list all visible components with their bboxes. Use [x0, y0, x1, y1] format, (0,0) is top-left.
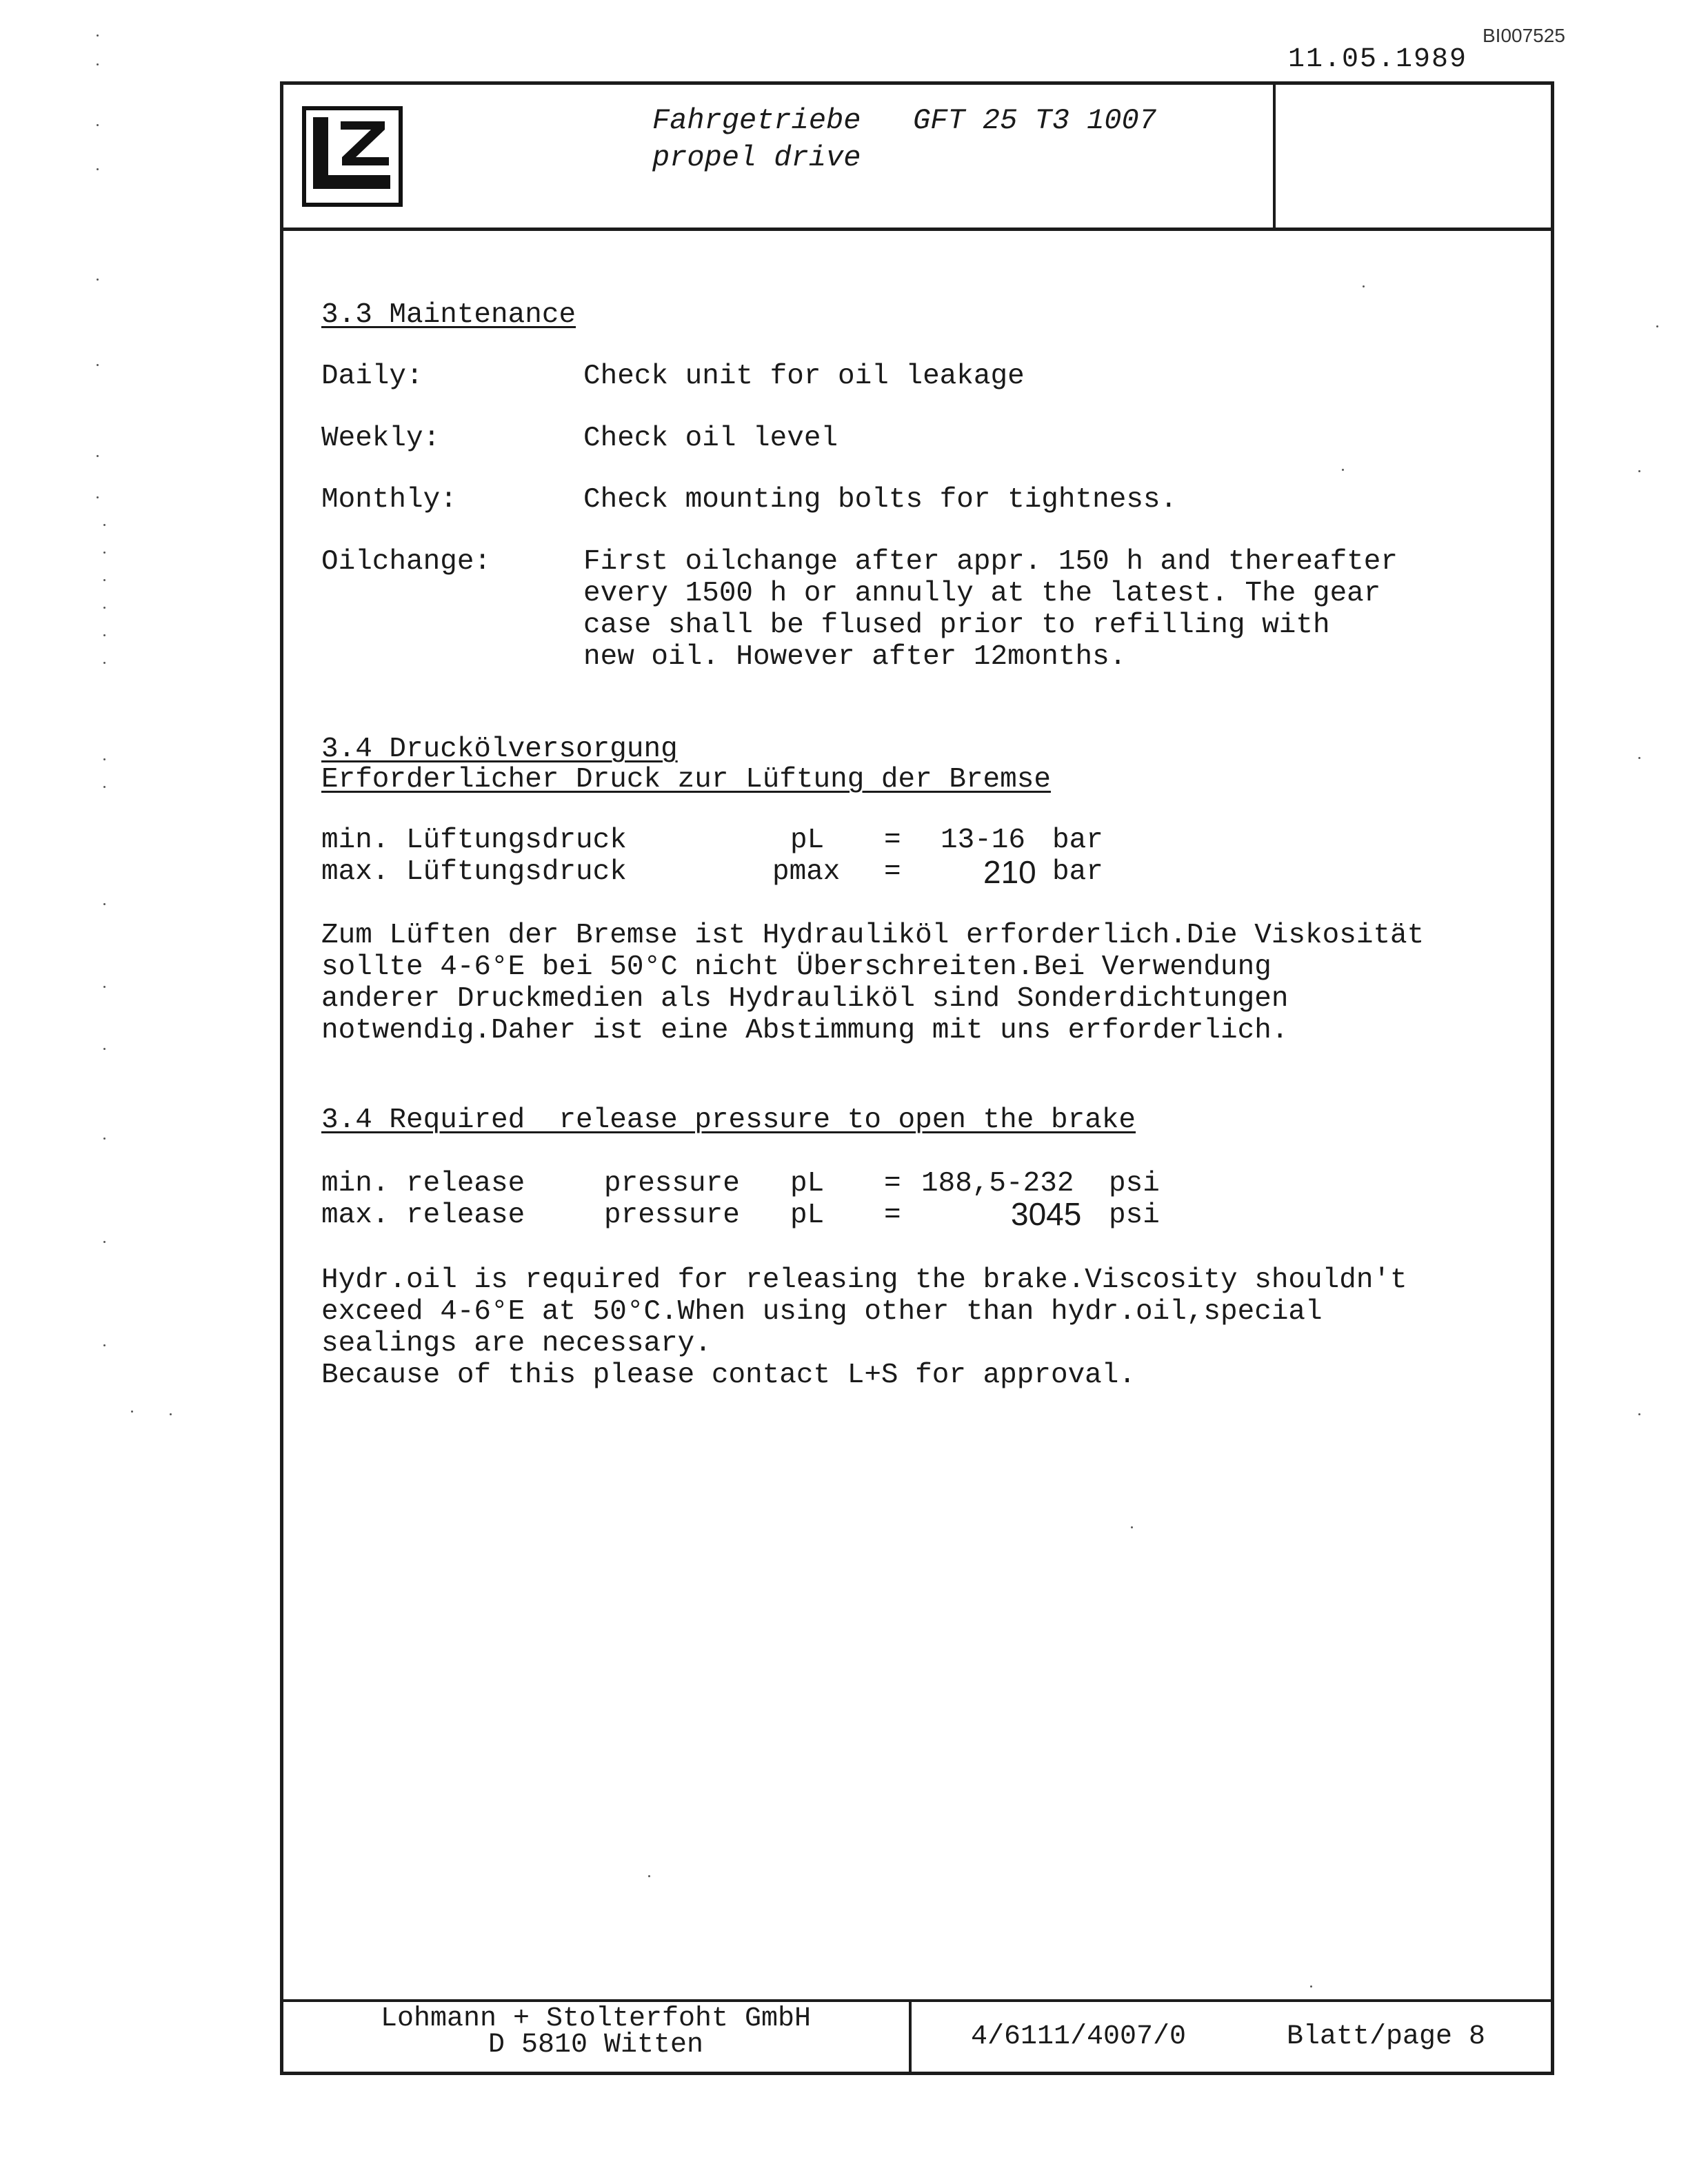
release-paragraph-line: sealings are necessary. [321, 1328, 712, 1359]
druck-max-value: 210 [983, 854, 1036, 890]
release-min-value: 188,5-232 [921, 1168, 1074, 1200]
release-paragraph-line: exceed 4-6°E at 50°C.When using other than hydr.oil,special [321, 1296, 1323, 1328]
release-max-symbol: pL [790, 1200, 825, 1231]
release-min-label2: pressure [604, 1168, 740, 1200]
release-min-label: min. release [321, 1168, 525, 1200]
release-paragraph-line: Because of this please contact L+S for approval. [321, 1359, 1136, 1391]
druck-subheading: Erforderlicher Druck zur Lüftung der Bremse [321, 764, 1051, 796]
druck-min-label: min. Lüftungsdruck [321, 825, 627, 856]
maintenance-heading: 3.3 Maintenance [321, 299, 576, 331]
oilchange-line: new oil. However after 12months. [583, 641, 1127, 673]
header-divider [280, 228, 1554, 231]
header-box-divider [1273, 81, 1276, 230]
druck-paragraph-line: notwendig.Daher ist eine Abstimmung mit uns erforderlich. [321, 1015, 1289, 1046]
maintenance-text-monthly: Check mounting bolts for tightness. [583, 484, 1178, 516]
release-max-eq: = [884, 1200, 901, 1231]
druck-min-symbol: pL [790, 825, 825, 856]
footer-divider [283, 1999, 1554, 2002]
maintenance-label-monthly: Monthly: [321, 484, 457, 516]
druck-min-value: 13-16 [941, 825, 1026, 856]
druck-max-symbol: pmax [772, 856, 841, 888]
maintenance-label-oilchange: Oilchange: [321, 546, 492, 578]
oilchange-line: First oilchange after appr. 150 h and thereafter [583, 546, 1398, 578]
druck-min-eq: = [884, 825, 901, 856]
release-min-unit: psi [1109, 1168, 1160, 1200]
footer-company: Lohmann + Stolterfoht GmbH [380, 2003, 812, 2034]
druck-paragraph-line: Zum Lüften der Bremse ist Hydrauliköl erforderlich.Die Viskosität [321, 920, 1425, 951]
footer-column-divider [909, 1999, 912, 2074]
druck-min-unit: bar [1052, 825, 1103, 856]
company-logo [302, 106, 403, 207]
release-max-label: max. release [321, 1200, 525, 1231]
druck-max-eq: = [884, 856, 901, 888]
maintenance-text-weekly: Check oil level [583, 423, 838, 454]
druck-max-label: max. Lüftungsdruck [321, 856, 627, 888]
footer-page: Blatt/page 8 [1287, 2021, 1486, 2052]
title-english: propel drive [652, 141, 861, 174]
release-max-value: 3045 [1011, 1196, 1082, 1232]
release-paragraph-line: Hydr.oil is required for releasing the brake.Viscosity shouldn't [321, 1264, 1407, 1296]
oilchange-line: case shall be flused prior to refilling with [583, 609, 1330, 641]
footer-reference: 4/6111/4007/0 [971, 2021, 1187, 2052]
maintenance-text-daily: Check unit for oil leakage [583, 361, 1025, 392]
document-id: BI007525 [1483, 25, 1565, 46]
footer-company-block [283, 2003, 909, 2061]
druck-max-unit: bar [1052, 856, 1103, 888]
release-max-label2: pressure [604, 1200, 740, 1231]
druck-paragraph-line: anderer Druckmedien als Hydrauliköl sind Sonderdichtungen [321, 983, 1289, 1015]
release-paragraph [321, 1264, 1407, 1391]
title-german: Fahrgetriebe GFT 25 T3 1007 [652, 104, 1156, 137]
maintenance-label-daily: Daily: [321, 361, 423, 392]
release-heading: 3.4 Required release pressure to open the brake [321, 1104, 1136, 1136]
maintenance-label-weekly: Weekly: [321, 423, 441, 454]
druck-paragraph-line: sollte 4-6°E bei 50°C nicht Überschreiten.Bei Verwendung [321, 951, 1272, 983]
release-min-symbol: pL [790, 1168, 825, 1200]
header-title [652, 102, 1156, 176]
maintenance-text-oilchange [583, 546, 1398, 673]
release-min-eq: = [884, 1168, 901, 1200]
document-date: 11.05.1989 [1288, 44, 1468, 75]
footer-address: D 5810 Witten [488, 2030, 704, 2061]
druck-heading: 3.4 Druckölversorgung [321, 734, 678, 765]
release-max-unit: psi [1109, 1200, 1160, 1231]
oilchange-line: every 1500 h or annully at the latest. The gear [583, 578, 1381, 609]
druck-paragraph [321, 920, 1424, 1046]
